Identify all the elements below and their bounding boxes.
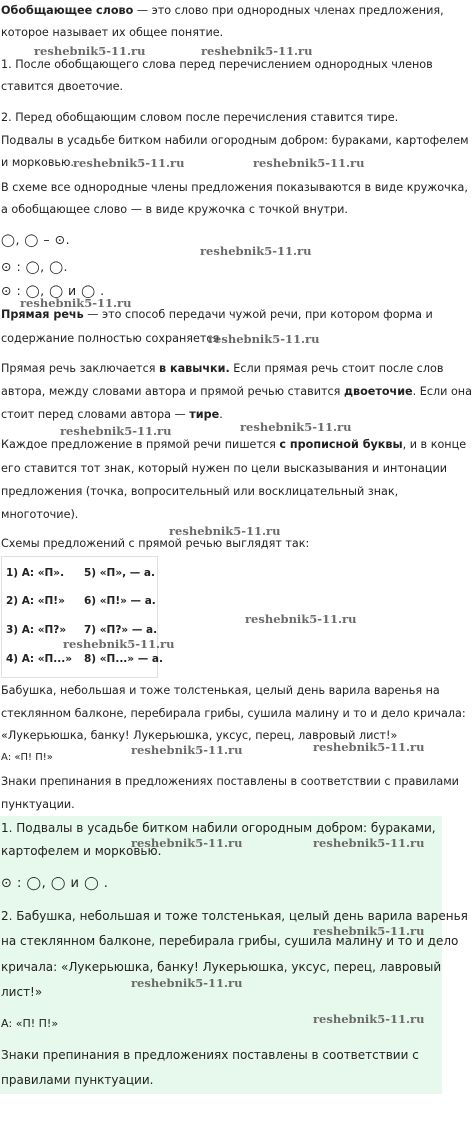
- caps-rule-3: предложения (точка, вопросительный или восклицательный знак,: [1, 485, 399, 498]
- quotes-rule-3: стоит перед словами автора — тире.: [1, 408, 223, 421]
- scheme-3: ⊙ : ◯, ◯ и ◯ .: [1, 283, 105, 298]
- scheme-cell: 8) «П...» — а.: [84, 653, 163, 665]
- answer-conclusion-cont: правилами пунктуации.: [1, 1073, 154, 1087]
- watermark: reshebnik5-11.ru: [131, 743, 243, 757]
- watermark: reshebnik5-11.ru: [313, 924, 425, 938]
- watermark: reshebnik5-11.ru: [240, 420, 352, 434]
- scheme-cell: 5) «П», — а.: [84, 567, 155, 579]
- watermark: reshebnik5-11.ru: [63, 637, 175, 651]
- quotes-rule-2: автора, между словами автора и прямой речью ставится двоеточие. Если она: [1, 385, 472, 398]
- rule-1: 1. После обобщающего слова перед перечислением однородных членов: [1, 58, 433, 71]
- scheme-cell: 6) «П!» — а.: [84, 595, 156, 607]
- watermark: reshebnik5-11.ru: [60, 424, 172, 438]
- watermark: reshebnik5-11.ru: [20, 296, 132, 310]
- watermark: reshebnik5-11.ru: [313, 740, 425, 754]
- watermark: reshebnik5-11.ru: [208, 332, 320, 346]
- scheme-cell: 4) А: «П...»: [6, 653, 73, 665]
- watermark: reshebnik5-11.ru: [253, 156, 365, 170]
- scheme-2: ⊙ : ◯, ◯.: [1, 259, 69, 274]
- direct-speech-definition-cont: содержание полностью сохраняется: [1, 332, 220, 345]
- answer-2-cont: лист!»: [1, 985, 43, 999]
- answer-2: 2. Бабушка, небольшая и тоже толстенькая, целый день варила варенья: [1, 909, 468, 923]
- watermark: reshebnik5-11.ru: [169, 524, 281, 538]
- answer-2-cont: кричала: «Лукерьюшка, банку! Лукерьюшка, уксус, перец, лавровый: [1, 960, 442, 974]
- scheme-cell: 2) А: «П!»: [6, 595, 65, 607]
- generalizing-word-definition: Обобщающее слово — это слово при однородных членах предложения,: [1, 4, 444, 17]
- scheme-cell: 1) А: «П».: [6, 567, 65, 579]
- watermark: reshebnik5-11.ru: [313, 836, 425, 850]
- exercise-conclusion-cont: пунктуации.: [1, 798, 75, 811]
- example-sentence-cont: и морковью.: [1, 156, 74, 169]
- scheme-explanation: В схеме все однородные члены предложения показываются в виде кружочка,: [1, 181, 468, 194]
- caps-rule-2: его ставится тот знак, который нужен по цели высказывания и интонации: [1, 462, 448, 475]
- example-sentence: Подвалы в усадьбе битком набили огородным добром: бураками, картофелем: [1, 134, 469, 147]
- exercise-text-cont: стеклянном балконе, перебирала грибы, сушила малину и то и дело кричала:: [1, 707, 466, 720]
- definition-line: которое называет их общее понятие.: [1, 26, 224, 39]
- rule-1-cont: ставится двоеточие.: [1, 80, 124, 93]
- watermark: reshebnik5-11.ru: [131, 976, 243, 990]
- answer-1-scheme: ⊙ : ◯, ◯ и ◯ .: [1, 876, 109, 891]
- exercise-text-cont: «Лукерьюшка, банку! Лукерьюшка, уксус, перец, лавровый лист!»: [1, 729, 398, 742]
- exercise-text: Бабушка, небольшая и тоже толстенькая, целый день варила варенья на: [1, 684, 440, 697]
- watermark: reshebnik5-11.ru: [34, 44, 146, 58]
- answer-2-scheme: А: «П! П!»: [1, 1017, 59, 1030]
- scheme-explanation-cont: а обобщающее слово — в виде кружочка с точкой внутри.: [1, 203, 348, 216]
- scheme-cell: 3) А: «П?»: [6, 624, 67, 636]
- answer-conclusion: Знаки препинания в предложениях поставлены в соответствии с: [1, 1048, 419, 1062]
- watermark: reshebnik5-11.ru: [245, 612, 357, 626]
- answer-2-cont: на стеклянном балконе, перебирала грибы, сушила малину и то и дело: [1, 934, 459, 948]
- watermark: reshebnik5-11.ru: [201, 44, 313, 58]
- exercise-conclusion: Знаки препинания в предложениях поставлены в соответствии с правилами: [1, 775, 459, 788]
- caps-rule-1: Каждое предложение в прямой речи пишется с прописной буквы, и в конце: [1, 438, 467, 451]
- scheme-cell: 7) «П?» — а.: [84, 624, 158, 636]
- schemes-title: Схемы предложений с прямой речью выглядят так:: [1, 537, 310, 550]
- quotes-rule-1: Прямая речь заключается в кавычки. Если прямая речь стоит после слов: [1, 362, 444, 375]
- watermark: reshebnik5-11.ru: [313, 1012, 425, 1026]
- answer-1: 1. Подвалы в усадьбе битком набили огородным добром: бураками,: [1, 821, 436, 835]
- watermark: reshebnik5-11.ru: [200, 244, 312, 258]
- schemes-table: [1, 556, 163, 678]
- exercise-scheme: А: «П! П!»: [1, 752, 53, 763]
- watermark: reshebnik5-11.ru: [73, 156, 185, 170]
- watermark: reshebnik5-11.ru: [131, 836, 243, 850]
- scheme-1: ◯, ◯ – ⊙.: [1, 232, 71, 247]
- answer-1-cont: картофелем и морковью.: [1, 844, 162, 858]
- direct-speech-definition: Прямая речь — это способ передачи чужой речи, при котором форма и: [1, 308, 433, 321]
- caps-rule-4: многоточие).: [1, 508, 79, 521]
- rule-2: 2. Перед обобщающим словом после перечисления ставится тире.: [1, 111, 399, 124]
